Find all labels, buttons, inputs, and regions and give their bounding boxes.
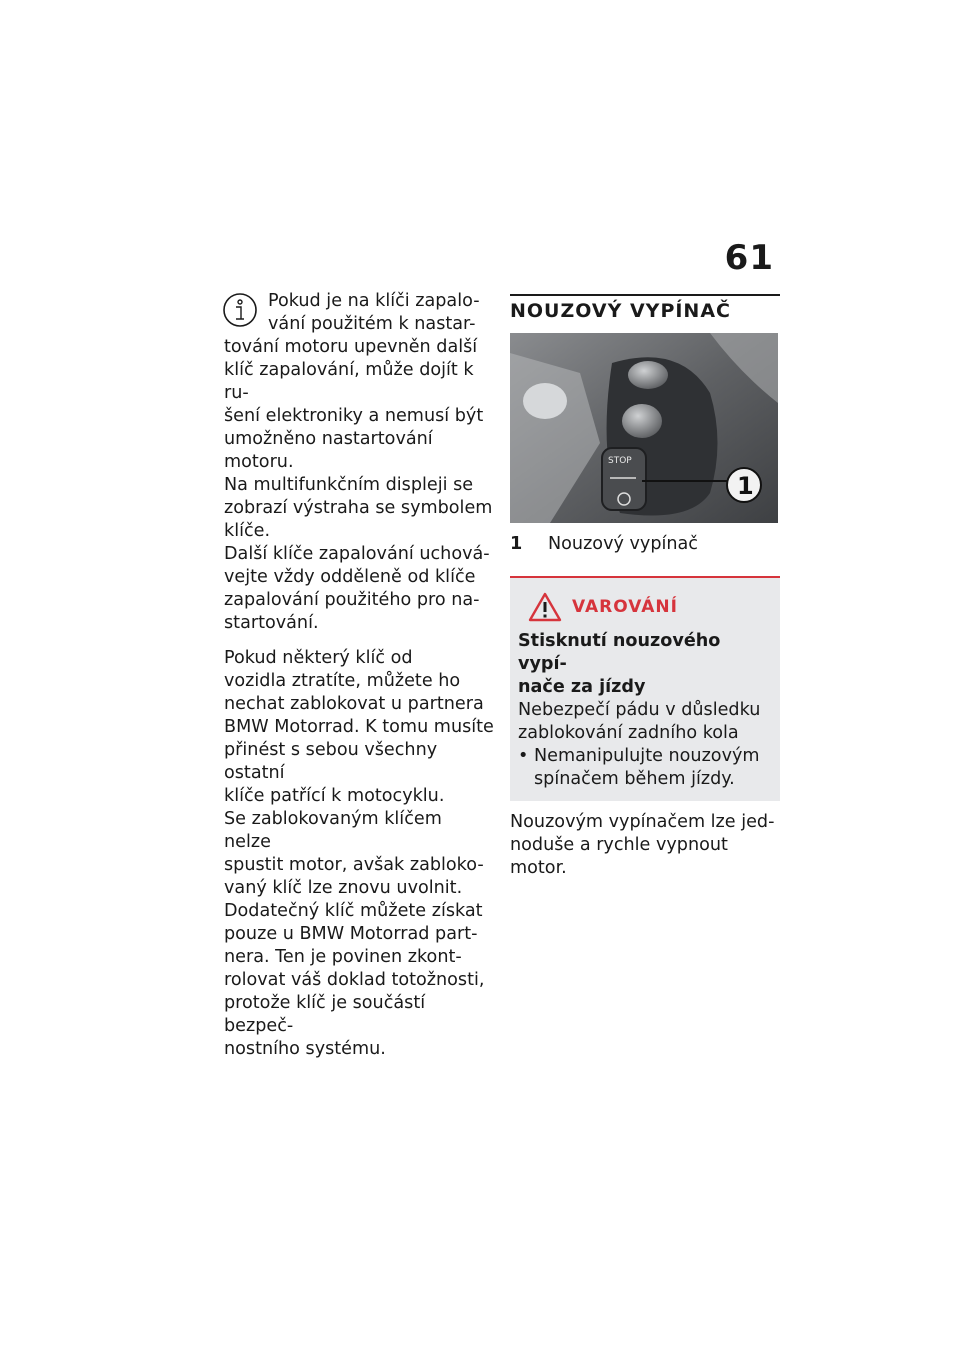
- paragraph-line: spustit motor, avšak zabloko-: [224, 855, 484, 875]
- note-line: vejte vždy odděleně od klíče: [224, 567, 476, 587]
- paragraph-line: noduše a rychle vypnout motor.: [510, 835, 728, 878]
- warning-heading-line: nače za jízdy: [518, 677, 646, 697]
- warning-header: [528, 592, 770, 622]
- warning-title: VAROVÁNÍ: [572, 596, 678, 617]
- paragraph-line: Se zablokovaným klíčem nelze: [224, 809, 442, 852]
- paragraph-line: protože klíč je součástí bezpeč-: [224, 993, 426, 1036]
- paragraph-line: nostního systému.: [224, 1039, 386, 1059]
- right-column: [510, 294, 780, 880]
- info-icon: [222, 292, 258, 328]
- paragraph-line: přinést s sebou všechny ostatní: [224, 740, 438, 783]
- handlebar-switch-photo: [510, 333, 778, 523]
- paragraph-line: Pokud některý klíč od: [224, 648, 413, 668]
- info-note: [224, 290, 494, 336]
- paragraph-line: nera. Ten je povinen zkont-: [224, 947, 462, 967]
- photo-callout-1: 1: [737, 472, 754, 500]
- left-column: [224, 290, 494, 1061]
- paragraph-line: Nouzovým vypínačem lze jed-: [510, 812, 775, 832]
- switch-stop-label: STOP: [608, 456, 632, 466]
- paragraph-line: pouze u BMW Motorrad part-: [224, 924, 478, 944]
- warning-triangle-icon: [528, 592, 562, 622]
- paragraph-line: klíče patřící k motocyklu.: [224, 786, 445, 806]
- warning-line: zablokování zadního kola: [518, 723, 739, 743]
- warning-bullet-line: spínačem během jízdy.: [534, 769, 735, 789]
- paragraph-line: vaný klíč lze znovu uvolnit.: [224, 878, 463, 898]
- paragraph-line: vozidla ztratíte, můžete ho: [224, 671, 461, 691]
- note-line: šení elektroniky a nemusí být: [224, 406, 484, 426]
- caption-number: 1: [510, 534, 523, 554]
- warning-bullet-line: Nemanipulujte nouzovým: [534, 746, 760, 766]
- note-line: tování motoru upevněn další: [224, 337, 478, 357]
- warning-box: [510, 576, 780, 801]
- note-line: startování.: [224, 613, 319, 633]
- section-title: NOUZOVÝ VYPÍNAČ: [510, 300, 731, 322]
- warning-line: Nebezpečí pádu v důsledku: [518, 700, 761, 720]
- note-line: Další klíče zapalování uchová-: [224, 544, 490, 564]
- closing-paragraph: [510, 811, 780, 880]
- warning-bullet: [518, 745, 770, 791]
- note-line: zapalování použitého pro na-: [224, 590, 480, 610]
- page-number: 61: [724, 238, 774, 278]
- note-line: Na multifunkčním displeji se: [224, 475, 474, 495]
- section-rule: [510, 294, 780, 296]
- note-line: vání použitém k nastar-: [268, 314, 476, 334]
- note-line: klíč zapalování, může dojít k ru-: [224, 360, 474, 403]
- warning-heading-line: Stisknutí nouzového vypí-: [518, 631, 721, 674]
- paragraph-line: BMW Motorrad. K tomu musíte: [224, 717, 494, 737]
- paragraph-line: nechat zablokovat u partnera: [224, 694, 484, 714]
- caption-text: Nouzový vypínač: [548, 534, 698, 554]
- paragraph-line: Dodatečný klíč můžete získat: [224, 901, 483, 921]
- paragraph-line: rolovat váš doklad totožnosti,: [224, 970, 485, 990]
- figure-caption: [510, 533, 780, 556]
- note-line: Pokud je na klíči zapalo-: [268, 291, 480, 311]
- bullet-mark: •: [518, 746, 529, 766]
- note-line: zobrazí výstraha se symbolem: [224, 498, 493, 518]
- note-line: klíče.: [224, 521, 271, 541]
- note-line: umožněno nastartování motoru.: [224, 429, 433, 472]
